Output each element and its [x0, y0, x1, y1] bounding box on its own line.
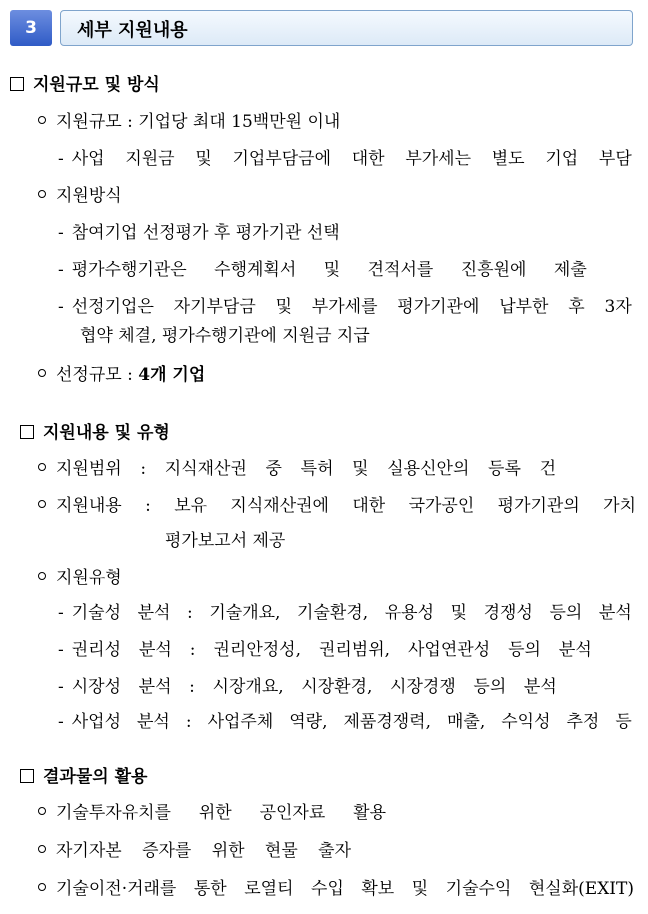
square-bullet-icon: [20, 769, 34, 783]
item-text: 지원유형: [56, 568, 122, 588]
heading-support-content-type: [20, 422, 170, 444]
circle-bullet-icon: [38, 807, 46, 815]
dash-bullet: -: [58, 223, 64, 243]
section-title-box: [60, 10, 633, 46]
item-text: 자기자본 증자를 위한 현물 출자: [56, 841, 351, 861]
circle-bullet-icon: [38, 463, 46, 471]
square-bullet-icon: [10, 77, 24, 91]
item-text: 선정기업은 자기부담금 및 부가세를 평가기관에 납부한 후 3자: [71, 297, 632, 317]
subitem-method-1: [58, 222, 340, 244]
square-bullet-icon: [20, 425, 34, 439]
item-support-method: [38, 185, 122, 207]
section-number-badge: 3: [10, 10, 52, 46]
dash-bullet: -: [58, 260, 64, 280]
item-text: 기술이전·거래를 통한 로열티 수입 확보 및 기술수익 현실화(EXIT): [56, 879, 634, 899]
subitem-method-3: [58, 296, 632, 318]
circle-bullet-icon: [38, 116, 46, 124]
dash-bullet: -: [58, 640, 64, 660]
subitem-type-market: [58, 676, 557, 698]
item-support-content: [38, 495, 636, 517]
circle-bullet-icon: [38, 883, 46, 891]
item-support-types: [38, 567, 122, 589]
item-text: 기술투자유치를 위한 공인자료 활용: [56, 803, 386, 823]
dash-bullet: -: [58, 297, 64, 317]
item-text: 시장성 분석 : 시장개요, 시장환경, 시장경쟁 등의 분석: [71, 677, 557, 697]
item-result-3: [38, 878, 634, 900]
item-text: 지원방식: [56, 186, 122, 206]
item-support-range: [38, 458, 556, 480]
item-text: 사업 지원금 및 기업부담금에 대한 부가세는 별도 기업 부담: [71, 149, 632, 169]
dash-bullet: -: [58, 603, 64, 623]
item-result-2: [38, 840, 351, 862]
subitem-method-3-cont: [80, 325, 370, 347]
item-selection-scale: [38, 364, 205, 386]
item-text: 사업성 분석 : 사업주체 역량, 제품경쟁력, 매출, 수익성 추정 등: [71, 712, 632, 732]
item-text: 평가보고서 제공: [165, 531, 286, 551]
item-text: 권리성 분석 : 권리안정성, 권리범위, 사업연관성 등의 분석: [71, 640, 592, 660]
item-text: 기술성 분석 : 기술개요, 기술환경, 유용성 및 경쟁성 등의 분석: [71, 603, 632, 623]
item-text: 협약 체결, 평가수행기관에 지원금 지급: [80, 326, 370, 346]
dash-bullet: -: [58, 712, 64, 732]
heading-support-scale-method: [10, 74, 160, 96]
heading-text: 지원내용 및 유형: [43, 423, 170, 443]
heading-text: 결과물의 활용: [43, 767, 148, 787]
heading-text: 지원규모 및 방식: [33, 75, 160, 95]
item-text: 지원내용 : 보유 지식재산권에 대한 국가공인 평가기관의 가치: [56, 496, 636, 516]
item-text: 지원규모 : 기업당 최대 15백만원 이내: [56, 112, 341, 132]
section-header: [10, 10, 633, 46]
dash-bullet: -: [58, 677, 64, 697]
subitem-type-technical: [58, 602, 632, 624]
subitem-type-business: [58, 711, 632, 733]
item-text: 지원범위 : 지식재산권 중 특허 및 실용신안의 등록 건: [56, 459, 556, 479]
heading-result-usage: [20, 766, 147, 788]
item-text: 참여기업 선정평가 후 평가기관 선택: [71, 223, 340, 243]
dash-bullet: -: [58, 149, 64, 169]
subitem-type-rights: [58, 639, 592, 661]
section-title: 세부 지원내용: [77, 20, 188, 41]
circle-bullet-icon: [38, 845, 46, 853]
item-support-scale: [38, 111, 340, 133]
item-value: 4개 기업: [138, 365, 206, 385]
item-label: 선정규모 :: [56, 365, 139, 385]
item-support-content-cont: [165, 530, 285, 552]
subitem-vat-note: [58, 148, 632, 170]
subitem-method-2: [58, 259, 587, 281]
item-text: 평가수행기관은 수행계획서 및 견적서를 진흥원에 제출: [71, 260, 587, 280]
circle-bullet-icon: [38, 572, 46, 580]
circle-bullet-icon: [38, 190, 46, 198]
item-result-1: [38, 802, 386, 824]
circle-bullet-icon: [38, 369, 46, 377]
circle-bullet-icon: [38, 500, 46, 508]
